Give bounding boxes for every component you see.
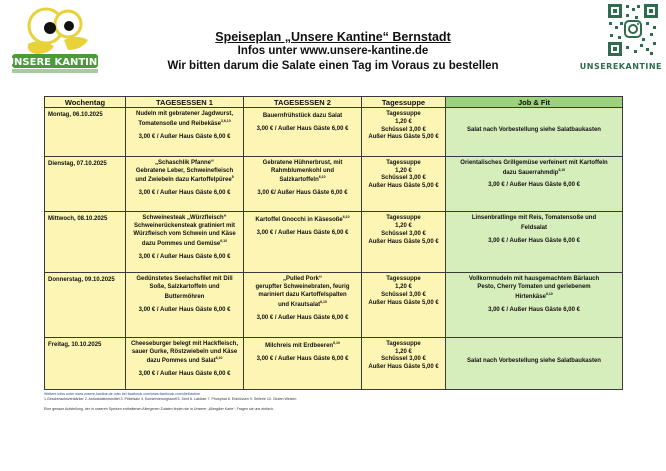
logo-text: UNSERE KANTINE	[6, 57, 105, 68]
meal1-cell	[126, 156, 244, 212]
meal1-price: 3,00 € / Außer Haus Gäste 6,00 €	[138, 371, 231, 378]
soup-cell	[362, 273, 446, 337]
meal2-allergens: 6,10	[342, 215, 350, 220]
table-header-row	[45, 97, 623, 108]
day-label: Donnerstag, 09.10.2025	[48, 277, 115, 284]
meal2-text: Gebratene Hühnerbrust, mit Rahmblumenkohl und Salzkartoffeln	[262, 159, 343, 184]
jobfit-price: 3,00 € / Außer Haus Gäste 6,00 €	[488, 306, 580, 313]
col-header-meal2: TAGESESSEN 2	[244, 97, 362, 108]
jobfit-price: 3,00 € / Außer Haus Gäste 6,00 €	[488, 237, 580, 244]
jobfit-price: 3,00 € / Außer Haus Gäste 6,00 €	[488, 182, 580, 189]
meal2-cell	[244, 273, 362, 337]
jobfit-text: Vollkornnudeln mit hausgemachtem Bärlauch Pesto, Cherry Tomaten und geriebenem Hirtenkäse	[468, 276, 600, 300]
meal1-text: Schweinesteak „Würzfleisch“ Schweinerückensteak gratiniert mit Würzfleisch vom Schwein und Käse dazu Pommes und Gemüse	[133, 215, 236, 247]
qr-label: UNSEREKANTINE	[579, 62, 662, 71]
meal2-allergens: 6,10	[320, 299, 327, 304]
meal2-price: 3,00 € / Außer Haus Gäste 6,00 €	[256, 355, 349, 362]
meal1-price: 3,00 € / Außer Haus Gäste 6,00 €	[138, 253, 231, 260]
table-row	[45, 156, 623, 212]
meal2-cell	[244, 337, 362, 389]
meal1-allergens: 3,6,10	[220, 118, 231, 123]
meal1-text: Nudeln mit gebratener Jagdwurst, Tomatensoße und Reibekäse	[135, 111, 234, 127]
footer-allergens: 1.Geschmacksverstärker 2. Antioxidationsmittel 3. Pökelsalz 4. Konservierungsstoff 5. Senf 6. Laktose 7. Phosphat 8. Erdnüssen 9. Sellerie 10. Gluten Weizen	[44, 397, 297, 401]
jobfit-cell	[446, 156, 623, 212]
day-cell	[45, 273, 126, 337]
soup-text: Tagessuppe 1,20 € Schüssel 3,00 € Außer Haus Gäste 5,00 €	[368, 340, 439, 371]
meal1-cell	[126, 337, 244, 389]
meal2-price: 3,00 € / Außer Haus Gäste 6,00 €	[256, 125, 349, 132]
col-header-day: Wochentag	[45, 97, 126, 108]
meal1-text: Gedünstetes Seelachsfilet mit Dill Soße, Salzkartoffeln und Buttermöhren	[136, 276, 233, 300]
soup-text: Tagessuppe 1,20 € Schüssel 3,00 € Außer Haus Gäste 5,00 €	[368, 159, 439, 190]
meal2-text: Kartoffel Gnocchi in Käsesoße	[255, 217, 343, 224]
meal2-text: Bauernfrühstück dazu Salat	[262, 113, 343, 119]
info-line: Infos unter www.unsere-kantine.de	[237, 45, 429, 57]
soup-text: Tagessuppe 1,20 € Schüssel 3,00 € Außer Haus Gäste 5,00 €	[368, 111, 439, 141]
meal2-cell	[244, 212, 362, 273]
jobfit-text: Salat nach Vorbestellung siehe Salatbaukasten	[467, 126, 601, 133]
soup-cell	[362, 212, 446, 273]
soup-cell	[362, 156, 446, 212]
meal2-price: 3,00 €/ Außer Haus Gäste 6,00 €	[257, 190, 348, 197]
jobfit-allergens: 6,10	[545, 292, 553, 296]
soup-cell	[362, 337, 446, 389]
day-label: Freitag, 10.10.2025	[48, 341, 102, 348]
table-row	[45, 108, 623, 157]
footer-note: Eine genaue Aufstellung, der in unseren Speisen enthaltenen Allergenen Zutaten finden sie in Unserer „Allergiker Karte“. Fragen sie uns einfach.	[44, 407, 274, 411]
soup-cell	[362, 108, 446, 157]
day-cell	[45, 108, 126, 157]
salad-note: Wir bitten darum die Salate einen Tag im Voraus zu bestellen	[167, 60, 499, 72]
jobfit-text: Salat nach Vorbestellung siehe Salatbaukasten	[467, 358, 601, 364]
table-row	[45, 273, 623, 337]
meal2-allergens: 6,10	[333, 340, 340, 345]
meal1-text: Cheeseburger belegt mit Hackfleisch, sauer Gurke, Röstzwiebeln und Käse dazu Pommes und Salat	[130, 340, 239, 365]
soup-text: Tagessuppe 1,20 € Schüssel 3,00 € Außer Haus Gäste 5,00 €	[368, 276, 439, 306]
col-header-soup: Tagessuppe	[362, 97, 446, 108]
day-label: Montag, 06.10.2025	[48, 112, 103, 118]
meal1-price: 3,00 € / Außer Haus Gäste 6,00 €	[138, 190, 231, 197]
meal1-cell	[126, 273, 244, 337]
jobfit-allergens: 6,10	[558, 167, 566, 172]
meal1-allergens: 6,10	[215, 356, 223, 361]
meal2-text: „Pulled Pork“ gerupfter Schweinebraten, feurig mariniert dazu Kartoffelspalten und Krautsalat	[255, 276, 350, 308]
day-label: Dienstag, 07.10.2025	[48, 160, 107, 167]
page-title: Speiseplan „Unsere Kantine“ Bernstadt	[215, 30, 451, 44]
jobfit-text: Linsenbratlinge mit Reis, Tomatensoße und Feldsalat	[471, 215, 597, 232]
day-cell	[45, 337, 126, 389]
jobfit-cell	[446, 337, 623, 389]
table-row	[45, 337, 623, 389]
day-cell	[45, 156, 126, 212]
col-header-meal1: TAGESESSEN 1	[126, 97, 244, 108]
meal2-cell	[244, 108, 362, 157]
meal1-allergens: 6,10	[220, 238, 228, 243]
menu-table	[44, 96, 623, 390]
soup-text: Tagessuppe 1,20 € Schüssel 3,00 € Außer Haus Gäste 5,00 €	[368, 215, 439, 245]
meal2-cell	[244, 156, 362, 212]
day-cell	[45, 212, 126, 273]
footer-link[interactable]: Weitere Infos unter www.unsere-kantine.de oder bei facebook.com/www.facebook.com/dieKantine	[44, 392, 200, 396]
meal2-text: Milchreis mit Erdbeeren	[265, 342, 334, 349]
table-row	[45, 212, 623, 273]
jobfit-cell	[446, 108, 623, 157]
meal2-allergens: 6,10	[318, 175, 326, 180]
jobfit-cell	[446, 212, 623, 273]
col-header-jobfit: Job & Fit	[446, 97, 623, 108]
meal1-cell	[126, 108, 244, 157]
meal2-price: 3,00 € / Außer Haus Gäste 6,00 €	[256, 314, 349, 321]
jobfit-cell	[446, 273, 623, 337]
jobfit-text: Orientalisches Grillgemüse verfeinert mit Kartoffeln dazu Sauerrahmdip	[460, 159, 608, 176]
meal2-price: 3,00 € / Außer Haus Gäste 6,00 €	[256, 230, 349, 237]
day-label: Mittwoch, 08.10.2025	[48, 216, 108, 223]
meal1-price: 3,00 € / Außer Haus Gäste 6,00 €	[138, 306, 231, 313]
meal1-price: 3,00 € / Außer Haus Gäste 6,00 €	[138, 133, 231, 140]
meal1-allergens: 8	[231, 175, 234, 180]
meal1-cell	[126, 212, 244, 273]
meal1-text: „Schaschlik Pfanne“ Gebratene Leber, Schweinefleisch und Zwiebeln dazu Kartoffelpüree	[135, 159, 234, 184]
